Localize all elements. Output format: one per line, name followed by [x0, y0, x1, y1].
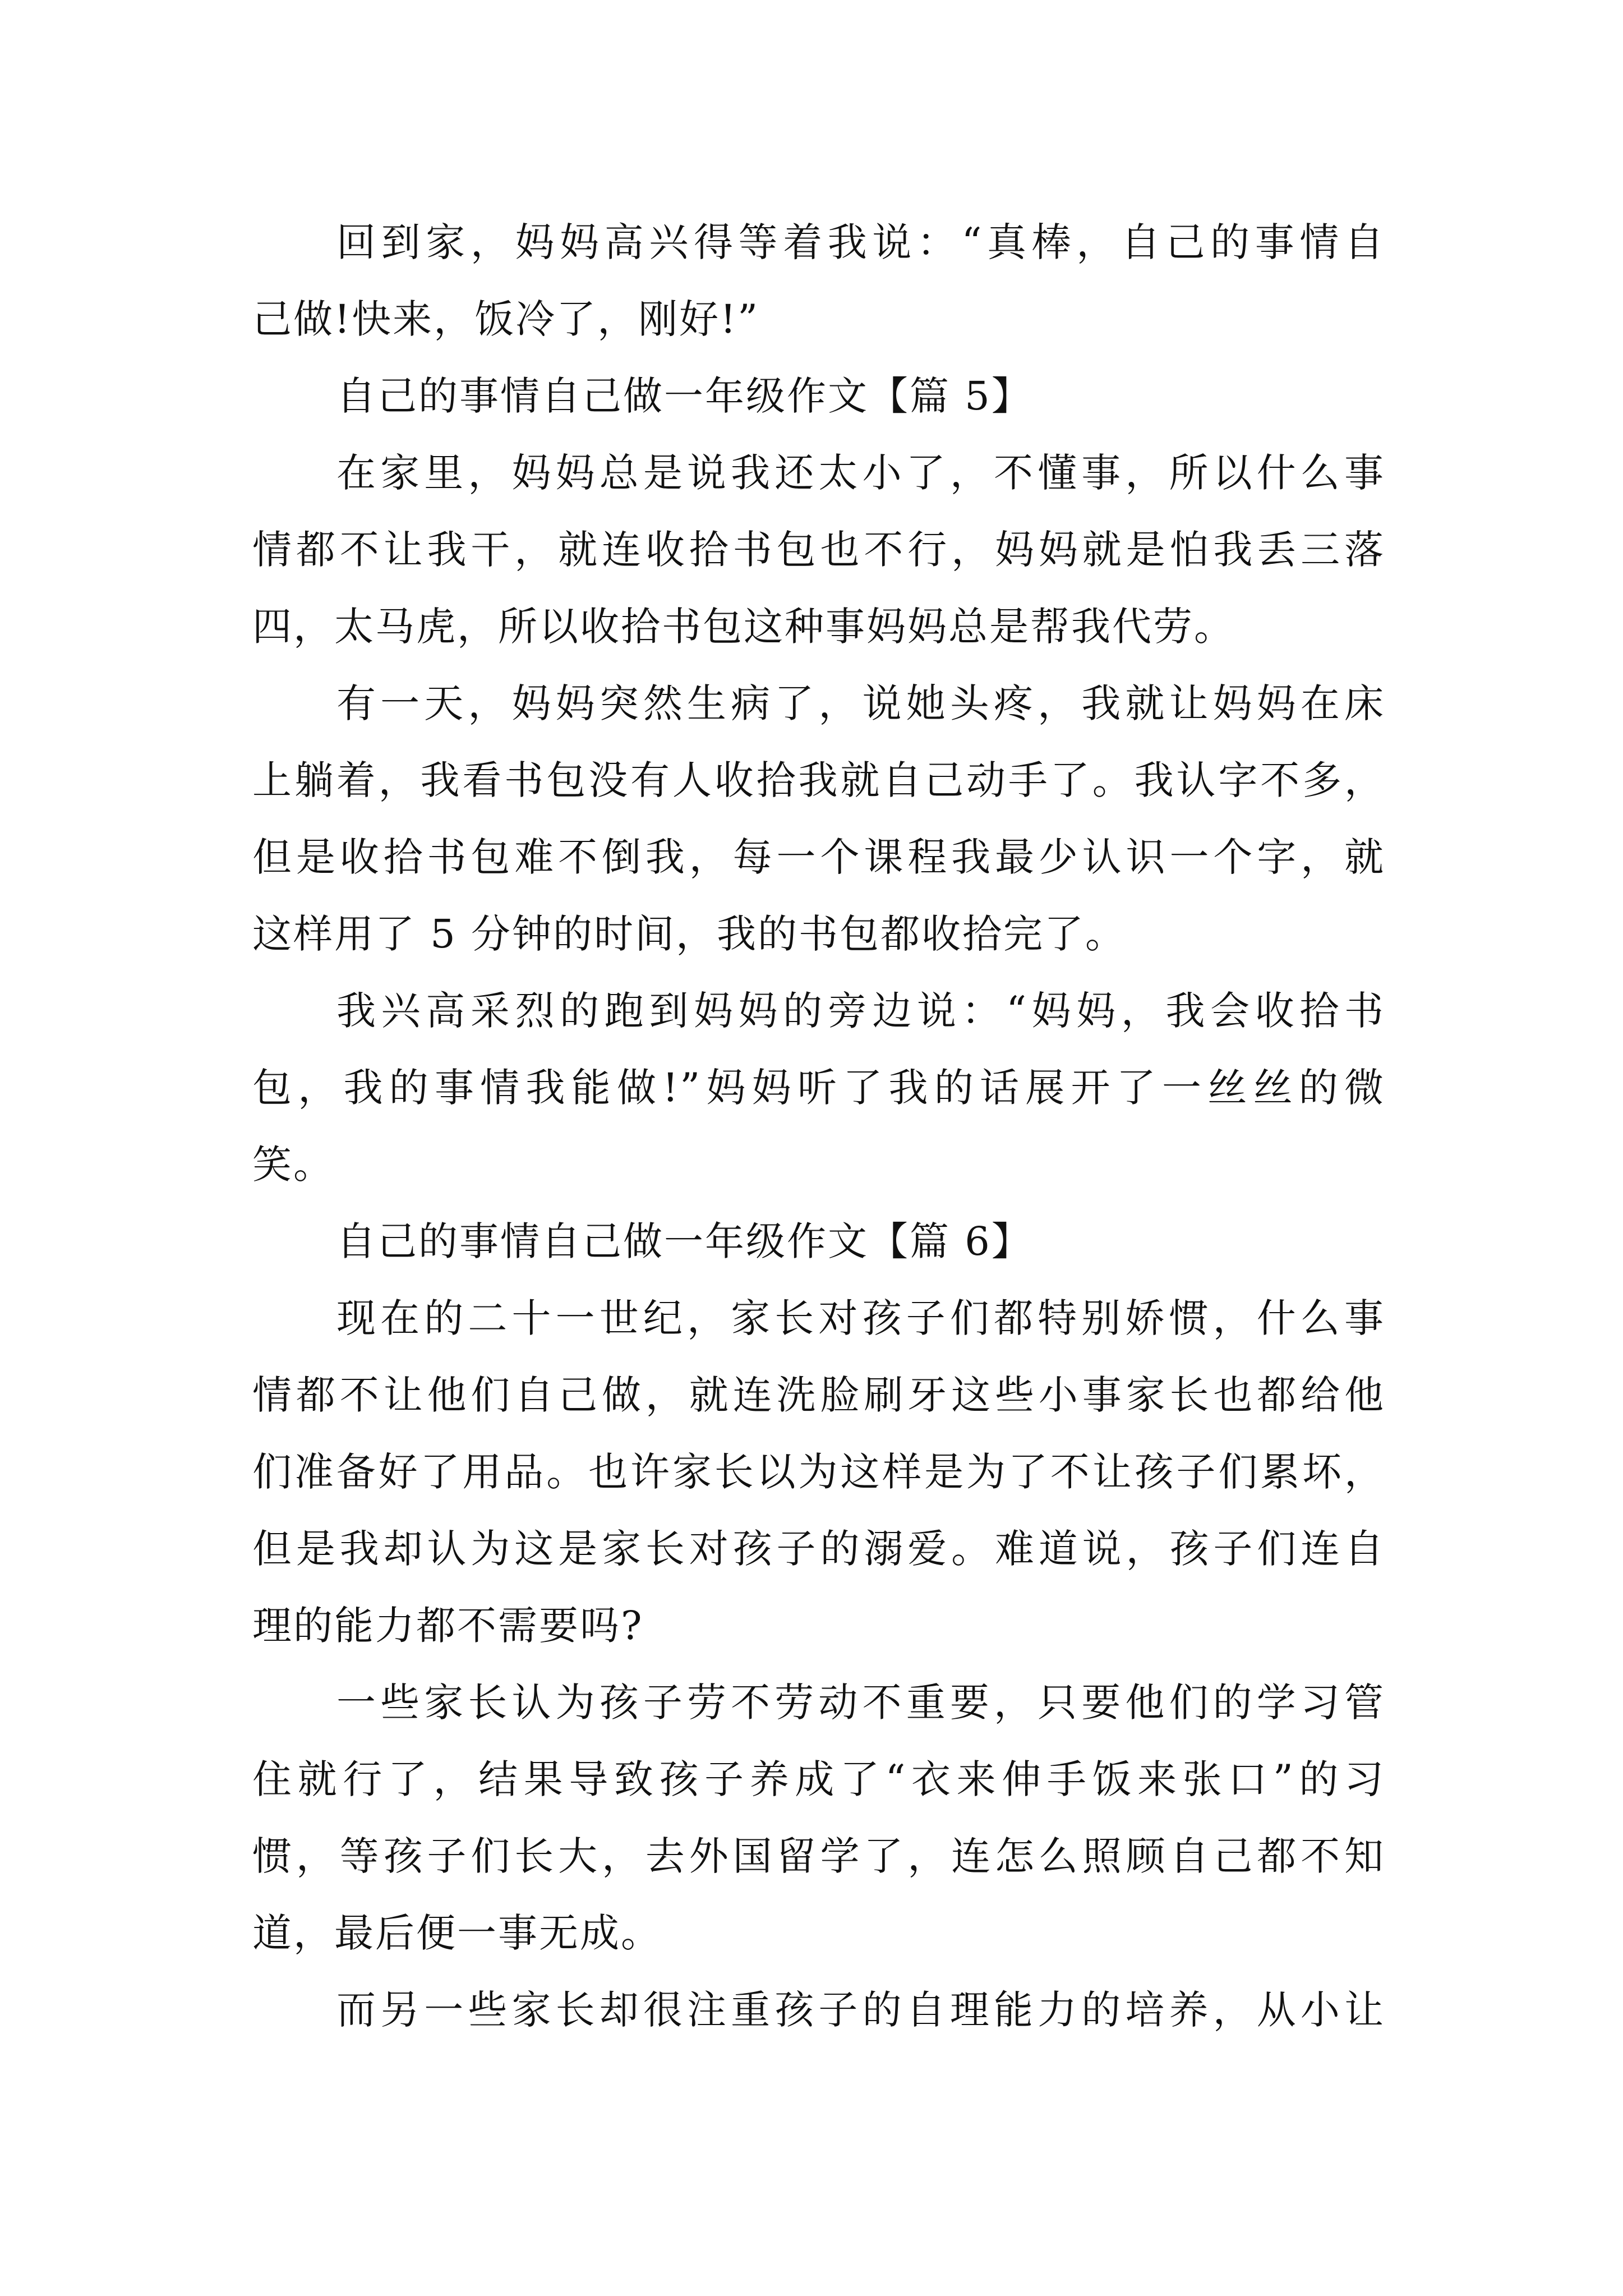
- paragraph-line: 理的能力都不需要吗?: [252, 1603, 644, 1649]
- paragraph-line: 四，太马虎，所以收拾书包这种事妈妈总是帮我代劳。: [252, 604, 1235, 650]
- paragraph-line: 道，最后便一事无成。: [252, 1910, 662, 1956]
- paragraph-line: 但是我却认为这是家长对孩子的溺爱。难道说，孩子们连自: [252, 1526, 1385, 1572]
- paragraph-line: 们准备好了用品。也许家长以为这样是为了不让孩子们累坏，: [252, 1449, 1385, 1495]
- section-heading-6: 自己的事情自己做一年级作文【篇 6】: [336, 1218, 1032, 1264]
- paragraph-line: 有一天，妈妈突然生病了，说她头疼，我就让妈妈在床: [336, 680, 1385, 726]
- paragraph-line: 而另一些家长却很注重孩子的自理能力的培养，从小让: [336, 1987, 1385, 2033]
- paragraph-line: 但是收拾书包难不倒我，每一个课程我最少认识一个字，就: [252, 834, 1385, 880]
- paragraph-line: 惯，等孩子们长大，去外国留学了，连怎么照顾自己都不知: [252, 1833, 1385, 1879]
- paragraph-line: 笑。: [252, 1142, 334, 1188]
- section-heading-5: 自己的事情自己做一年级作文【篇 5】: [336, 373, 1032, 419]
- paragraph-line: 包，我的事情我能做!”妈妈听了我的话展开了一丝丝的微: [252, 1065, 1385, 1111]
- paragraph-line: 回到家，妈妈高兴得等着我说：“真棒，自己的事情自: [336, 219, 1385, 265]
- paragraph-line: 上躺着，我看书包没有人收拾我就自己动手了。我认字不多，: [252, 757, 1385, 803]
- paragraph-line: 现在的二十一世纪，家长对孩子们都特别娇惯，什么事: [336, 1295, 1385, 1341]
- paragraph-line: 在家里，妈妈总是说我还太小了，不懂事，所以什么事: [336, 450, 1385, 496]
- paragraph-line: 一些家长认为孩子劳不劳动不重要，只要他们的学习管: [336, 1680, 1385, 1726]
- paragraph-line: 己做!快来，饭冷了，刚好!”: [252, 296, 760, 342]
- paragraph-line: 我兴高采烈的跑到妈妈的旁边说：“妈妈，我会收拾书: [336, 988, 1385, 1034]
- paragraph-line: 这样用了 5 分钟的时间，我的书包都收拾完了。: [252, 911, 1127, 957]
- paragraph-line: 情都不让他们自己做，就连洗脸刷牙这些小事家长也都给他: [252, 1372, 1385, 1418]
- paragraph-line: 住就行了，结果导致孩子养成了“衣来伸手饭来张口”的习: [252, 1756, 1385, 1802]
- paragraph-line: 情都不让我干，就连收拾书包也不行，妈妈就是怕我丢三落: [252, 527, 1385, 573]
